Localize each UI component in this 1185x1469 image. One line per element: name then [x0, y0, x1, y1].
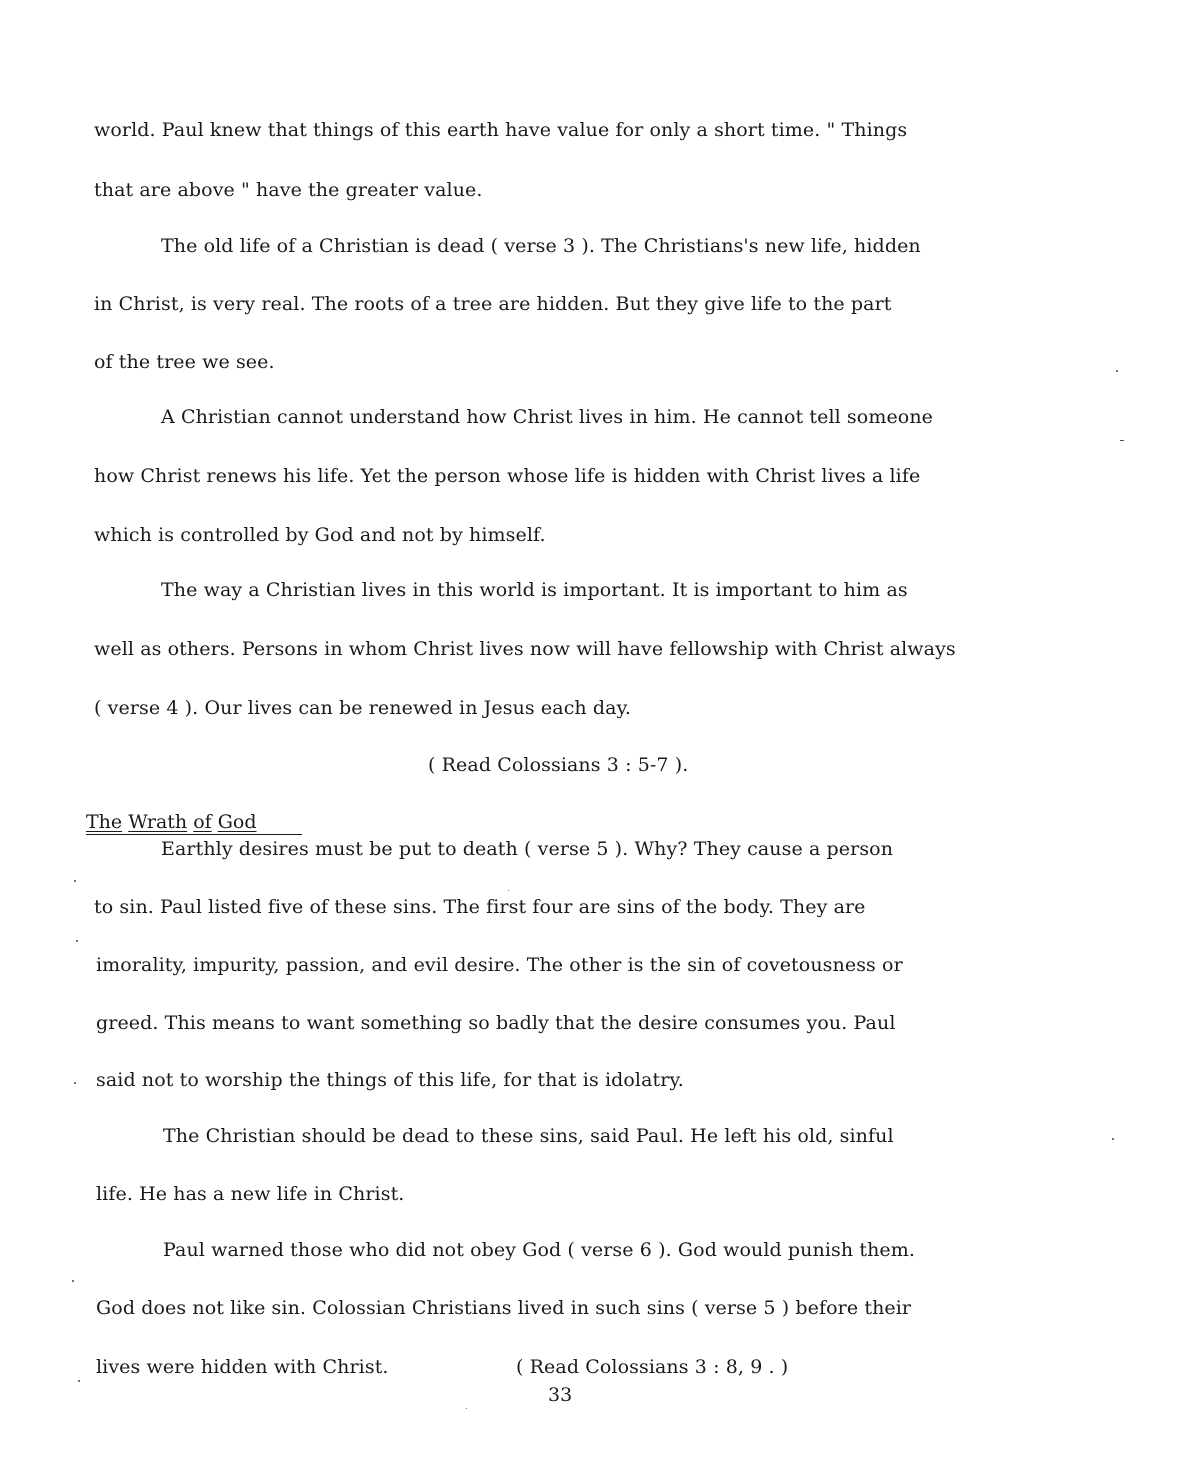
text-line: A Christian cannot understand how Christ lives in him. He cannot tell someone: [161, 406, 934, 428]
scan-speck: [466, 1408, 467, 1409]
heading-word: The: [86, 811, 123, 833]
heading-word: God: [217, 811, 257, 833]
section-heading: [86, 810, 257, 834]
page-number: 33: [548, 1384, 573, 1406]
scan-speck: [76, 940, 78, 942]
text-line: The Christian should be dead to these sins, said Paul. He left his old, sinful: [163, 1125, 894, 1147]
scripture-reference: ( Read Colossians 3 : 5-7 ).: [428, 754, 689, 776]
scan-speck: [1112, 1138, 1114, 1140]
scan-speck: [74, 880, 76, 882]
heading-word: of: [193, 811, 212, 833]
text-line: to sin. Paul listed five of these sins. The first four are sins of the body. They are: [94, 896, 866, 918]
heading-word: Wrath: [128, 811, 188, 833]
text-line: said not to worship the things of this life, for that is idolatry.: [96, 1069, 684, 1091]
text-line: that are above " have the greater value.: [94, 179, 483, 201]
text-line: greed. This means to want something so badly that the desire consumes you. Paul: [96, 1012, 896, 1034]
text-line: The old life of a Christian is dead ( verse 3 ). The Christians's new life, hidden: [161, 235, 921, 257]
text-line: Paul warned those who did not obey God ( verse 6 ). God would punish them.: [163, 1239, 916, 1261]
text-line: ( verse 4 ). Our lives can be renewed in Jesus each day.: [94, 697, 632, 719]
scan-speck: [72, 1280, 74, 1282]
text-line: well as others. Persons in whom Christ lives now will have fellowship with Christ always: [94, 638, 956, 660]
text-line: Earthly desires must be put to death ( verse 5 ). Why? They cause a person: [161, 838, 894, 860]
text-line: how Christ renews his life. Yet the person whose life is hidden with Christ lives a life: [94, 465, 921, 487]
text-line: which is controlled by God and not by himself.: [94, 524, 546, 546]
text-line: in Christ, is very real. The roots of a tree are hidden. But they give life to the part: [94, 293, 892, 315]
text-line: imorality, impurity, passion, and evil desire. The other is the sin of covetousness or: [96, 954, 903, 976]
scan-speck: [1120, 440, 1124, 441]
text-line: lives were hidden with Christ.: [96, 1356, 389, 1378]
text-line: of the tree we see.: [94, 351, 275, 373]
text-line: The way a Christian lives in this world is important. It is important to him as: [161, 579, 908, 601]
text-line: life. He has a new life in Christ.: [96, 1183, 405, 1205]
scan-speck: [78, 1380, 80, 1382]
heading-underline: [86, 834, 302, 835]
scan-speck: [508, 890, 509, 891]
text-line: world. Paul knew that things of this earth have value for only a short time. " Things: [94, 119, 908, 141]
text-line: God does not like sin. Colossian Christians lived in such sins ( verse 5 ) before their: [96, 1297, 912, 1319]
scan-speck: [74, 1082, 76, 1084]
scripture-reference: ( Read Colossians 3 : 8, 9 . ): [516, 1356, 789, 1378]
scan-speck: [1116, 370, 1118, 372]
